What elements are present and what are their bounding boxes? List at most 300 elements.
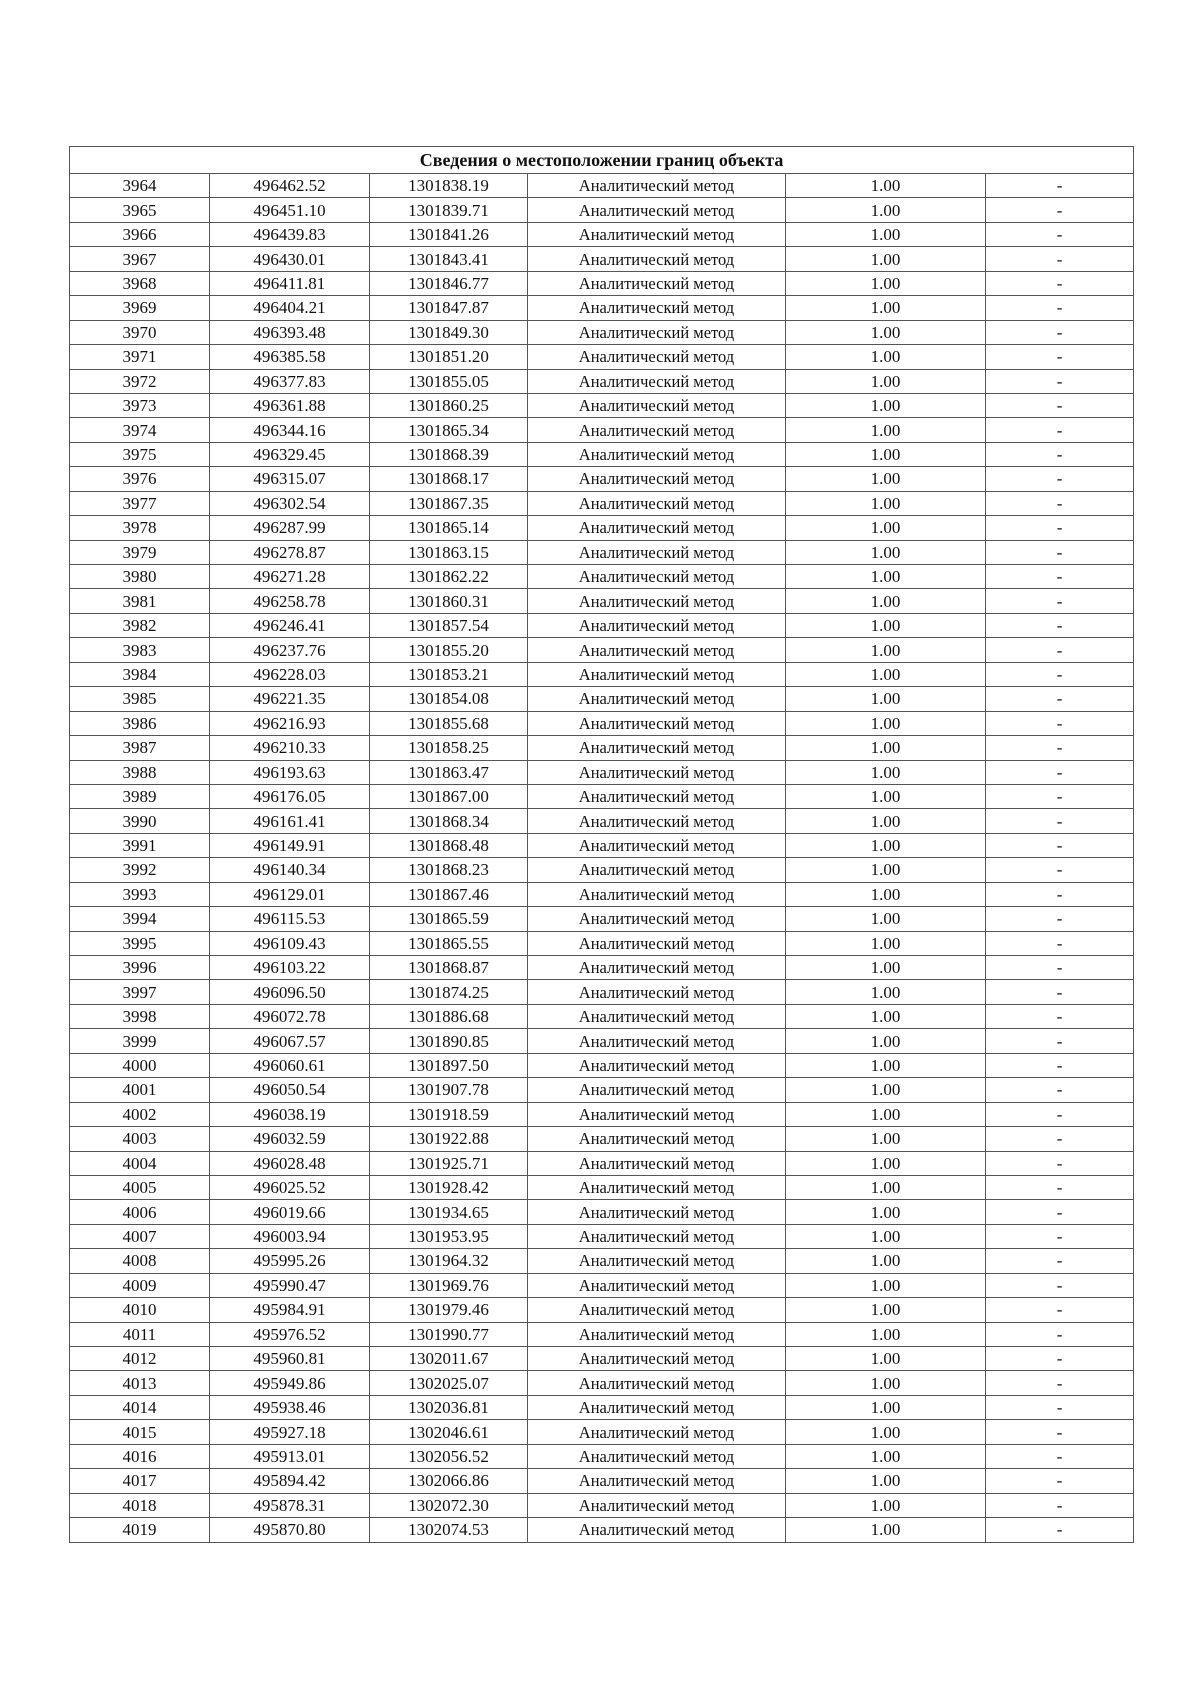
accuracy-cell: 1.00 — [786, 296, 986, 320]
method-cell: Аналитический метод — [528, 418, 786, 442]
x-coordinate-cell: 496237.76 — [210, 638, 370, 662]
y-coordinate-cell: 1301868.48 — [370, 833, 528, 857]
table-row — [70, 589, 1134, 613]
accuracy-cell: 1.00 — [786, 711, 986, 735]
x-coordinate-cell: 496028.48 — [210, 1151, 370, 1175]
x-coordinate-cell: 496176.05 — [210, 784, 370, 808]
point-number-cell: 4011 — [70, 1322, 210, 1346]
point-number-cell: 3971 — [70, 345, 210, 369]
y-coordinate-cell: 1301868.23 — [370, 858, 528, 882]
point-number-cell: 4001 — [70, 1078, 210, 1102]
method-cell: Аналитический метод — [528, 760, 786, 784]
y-coordinate-cell: 1301868.34 — [370, 809, 528, 833]
description-cell: - — [986, 809, 1134, 833]
y-coordinate-cell: 1301858.25 — [370, 736, 528, 760]
x-coordinate-cell: 495960.81 — [210, 1347, 370, 1371]
x-coordinate-cell: 496003.94 — [210, 1224, 370, 1248]
method-cell: Аналитический метод — [528, 442, 786, 466]
x-coordinate-cell: 496210.33 — [210, 736, 370, 760]
table-title-row — [70, 147, 1134, 174]
x-coordinate-cell: 496096.50 — [210, 980, 370, 1004]
y-coordinate-cell: 1301865.14 — [370, 516, 528, 540]
accuracy-cell: 1.00 — [786, 1224, 986, 1248]
x-coordinate-cell: 495976.52 — [210, 1322, 370, 1346]
point-number-cell: 3968 — [70, 271, 210, 295]
table-row — [70, 1322, 1134, 1346]
y-coordinate-cell: 1301865.55 — [370, 931, 528, 955]
accuracy-cell: 1.00 — [786, 247, 986, 271]
method-cell: Аналитический метод — [528, 271, 786, 295]
point-number-cell: 3967 — [70, 247, 210, 271]
description-cell: - — [986, 491, 1134, 515]
point-number-cell: 4005 — [70, 1175, 210, 1199]
description-cell: - — [986, 198, 1134, 222]
description-cell: - — [986, 1518, 1134, 1542]
point-number-cell: 3973 — [70, 393, 210, 417]
x-coordinate-cell: 496050.54 — [210, 1078, 370, 1102]
description-cell: - — [986, 931, 1134, 955]
accuracy-cell: 1.00 — [786, 613, 986, 637]
point-number-cell: 3995 — [70, 931, 210, 955]
x-coordinate-cell: 496377.83 — [210, 369, 370, 393]
point-number-cell: 4013 — [70, 1371, 210, 1395]
accuracy-cell: 1.00 — [786, 1347, 986, 1371]
method-cell: Аналитический метод — [528, 1224, 786, 1248]
description-cell: - — [986, 1004, 1134, 1028]
accuracy-cell: 1.00 — [786, 174, 986, 198]
table-row — [70, 784, 1134, 808]
description-cell: - — [986, 418, 1134, 442]
accuracy-cell: 1.00 — [786, 980, 986, 1004]
table-row — [70, 345, 1134, 369]
y-coordinate-cell: 1301953.95 — [370, 1224, 528, 1248]
point-number-cell: 4003 — [70, 1127, 210, 1151]
point-number-cell: 3992 — [70, 858, 210, 882]
method-cell: Аналитический метод — [528, 711, 786, 735]
description-cell: - — [986, 393, 1134, 417]
table-row — [70, 174, 1134, 198]
method-cell: Аналитический метод — [528, 1102, 786, 1126]
accuracy-cell: 1.00 — [786, 687, 986, 711]
description-cell: - — [986, 1493, 1134, 1517]
table-row — [70, 1493, 1134, 1517]
description-cell: - — [986, 516, 1134, 540]
point-number-cell: 3972 — [70, 369, 210, 393]
table-row — [70, 1371, 1134, 1395]
x-coordinate-cell: 496228.03 — [210, 662, 370, 686]
x-coordinate-cell: 496344.16 — [210, 418, 370, 442]
description-cell: - — [986, 345, 1134, 369]
method-cell: Аналитический метод — [528, 1493, 786, 1517]
x-coordinate-cell: 496361.88 — [210, 393, 370, 417]
description-cell: - — [986, 784, 1134, 808]
point-number-cell: 3988 — [70, 760, 210, 784]
accuracy-cell: 1.00 — [786, 1420, 986, 1444]
x-coordinate-cell: 496038.19 — [210, 1102, 370, 1126]
x-coordinate-cell: 496221.35 — [210, 687, 370, 711]
x-coordinate-cell: 496385.58 — [210, 345, 370, 369]
description-cell: - — [986, 1298, 1134, 1322]
table-row — [70, 296, 1134, 320]
x-coordinate-cell: 496258.78 — [210, 589, 370, 613]
accuracy-cell: 1.00 — [786, 1127, 986, 1151]
description-cell: - — [986, 956, 1134, 980]
accuracy-cell: 1.00 — [786, 1469, 986, 1493]
method-cell: Аналитический метод — [528, 980, 786, 1004]
description-cell: - — [986, 1200, 1134, 1224]
description-cell: - — [986, 540, 1134, 564]
x-coordinate-cell: 495870.80 — [210, 1518, 370, 1542]
accuracy-cell: 1.00 — [786, 222, 986, 246]
accuracy-cell: 1.00 — [786, 1004, 986, 1028]
table-row — [70, 1224, 1134, 1248]
accuracy-cell: 1.00 — [786, 1371, 986, 1395]
accuracy-cell: 1.00 — [786, 589, 986, 613]
y-coordinate-cell: 1301847.87 — [370, 296, 528, 320]
table-body — [70, 174, 1134, 1543]
x-coordinate-cell: 496216.93 — [210, 711, 370, 735]
description-cell: - — [986, 1444, 1134, 1468]
description-cell: - — [986, 687, 1134, 711]
y-coordinate-cell: 1301865.59 — [370, 907, 528, 931]
table-row — [70, 540, 1134, 564]
x-coordinate-cell: 495995.26 — [210, 1249, 370, 1273]
x-coordinate-cell: 495913.01 — [210, 1444, 370, 1468]
table-row — [70, 467, 1134, 491]
method-cell: Аналитический метод — [528, 736, 786, 760]
y-coordinate-cell: 1302056.52 — [370, 1444, 528, 1468]
point-number-cell: 3965 — [70, 198, 210, 222]
method-cell: Аналитический метод — [528, 882, 786, 906]
point-number-cell: 3970 — [70, 320, 210, 344]
description-cell: - — [986, 1469, 1134, 1493]
method-cell: Аналитический метод — [528, 1053, 786, 1077]
accuracy-cell: 1.00 — [786, 784, 986, 808]
method-cell: Аналитический метод — [528, 198, 786, 222]
y-coordinate-cell: 1301897.50 — [370, 1053, 528, 1077]
x-coordinate-cell: 496193.63 — [210, 760, 370, 784]
table-row — [70, 809, 1134, 833]
y-coordinate-cell: 1302072.30 — [370, 1493, 528, 1517]
accuracy-cell: 1.00 — [786, 1175, 986, 1199]
table-row — [70, 1102, 1134, 1126]
table-row — [70, 687, 1134, 711]
table-row — [70, 882, 1134, 906]
table-row — [70, 198, 1134, 222]
table-row — [70, 956, 1134, 980]
method-cell: Аналитический метод — [528, 1322, 786, 1346]
x-coordinate-cell: 495927.18 — [210, 1420, 370, 1444]
table-row — [70, 1273, 1134, 1297]
y-coordinate-cell: 1302036.81 — [370, 1395, 528, 1419]
accuracy-cell: 1.00 — [786, 931, 986, 955]
description-cell: - — [986, 907, 1134, 931]
table-row — [70, 736, 1134, 760]
table-row — [70, 320, 1134, 344]
point-number-cell: 3981 — [70, 589, 210, 613]
description-cell: - — [986, 1029, 1134, 1053]
point-number-cell: 4000 — [70, 1053, 210, 1077]
description-cell: - — [986, 858, 1134, 882]
method-cell: Аналитический метод — [528, 247, 786, 271]
point-number-cell: 4004 — [70, 1151, 210, 1175]
method-cell: Аналитический метод — [528, 1004, 786, 1028]
table-row — [70, 1078, 1134, 1102]
description-cell: - — [986, 565, 1134, 589]
point-number-cell: 3996 — [70, 956, 210, 980]
method-cell: Аналитический метод — [528, 222, 786, 246]
y-coordinate-cell: 1301863.47 — [370, 760, 528, 784]
description-cell: - — [986, 1224, 1134, 1248]
accuracy-cell: 1.00 — [786, 833, 986, 857]
y-coordinate-cell: 1301851.20 — [370, 345, 528, 369]
x-coordinate-cell: 496439.83 — [210, 222, 370, 246]
description-cell: - — [986, 1395, 1134, 1419]
point-number-cell: 3999 — [70, 1029, 210, 1053]
x-coordinate-cell: 495938.46 — [210, 1395, 370, 1419]
method-cell: Аналитический метод — [528, 662, 786, 686]
accuracy-cell: 1.00 — [786, 907, 986, 931]
method-cell: Аналитический метод — [528, 1469, 786, 1493]
accuracy-cell: 1.00 — [786, 442, 986, 466]
table-row — [70, 393, 1134, 417]
method-cell: Аналитический метод — [528, 589, 786, 613]
table-row — [70, 833, 1134, 857]
description-cell: - — [986, 1102, 1134, 1126]
description-cell: - — [986, 1078, 1134, 1102]
method-cell: Аналитический метод — [528, 345, 786, 369]
point-number-cell: 3978 — [70, 516, 210, 540]
point-number-cell: 3964 — [70, 174, 210, 198]
accuracy-cell: 1.00 — [786, 1249, 986, 1273]
y-coordinate-cell: 1302074.53 — [370, 1518, 528, 1542]
y-coordinate-cell: 1301855.20 — [370, 638, 528, 662]
x-coordinate-cell: 496271.28 — [210, 565, 370, 589]
method-cell: Аналитический метод — [528, 296, 786, 320]
x-coordinate-cell: 496287.99 — [210, 516, 370, 540]
accuracy-cell: 1.00 — [786, 418, 986, 442]
accuracy-cell: 1.00 — [786, 1298, 986, 1322]
method-cell: Аналитический метод — [528, 638, 786, 662]
method-cell: Аналитический метод — [528, 1175, 786, 1199]
description-cell: - — [986, 1175, 1134, 1199]
description-cell: - — [986, 1371, 1134, 1395]
boundary-table — [69, 146, 1134, 1543]
method-cell: Аналитический метод — [528, 1371, 786, 1395]
description-cell: - — [986, 589, 1134, 613]
table-row — [70, 613, 1134, 637]
x-coordinate-cell: 496149.91 — [210, 833, 370, 857]
description-cell: - — [986, 760, 1134, 784]
y-coordinate-cell: 1301868.17 — [370, 467, 528, 491]
y-coordinate-cell: 1301890.85 — [370, 1029, 528, 1053]
x-coordinate-cell: 495894.42 — [210, 1469, 370, 1493]
method-cell: Аналитический метод — [528, 1127, 786, 1151]
description-cell: - — [986, 1127, 1134, 1151]
point-number-cell: 4018 — [70, 1493, 210, 1517]
table-title: Сведения о местоположении границ объекта — [70, 147, 1134, 174]
method-cell: Аналитический метод — [528, 613, 786, 637]
description-cell: - — [986, 736, 1134, 760]
y-coordinate-cell: 1301867.00 — [370, 784, 528, 808]
table-row — [70, 1347, 1134, 1371]
table-row — [70, 271, 1134, 295]
y-coordinate-cell: 1301860.31 — [370, 589, 528, 613]
description-cell: - — [986, 1347, 1134, 1371]
accuracy-cell: 1.00 — [786, 345, 986, 369]
x-coordinate-cell: 495949.86 — [210, 1371, 370, 1395]
point-number-cell: 3976 — [70, 467, 210, 491]
method-cell: Аналитический метод — [528, 687, 786, 711]
point-number-cell: 3983 — [70, 638, 210, 662]
accuracy-cell: 1.00 — [786, 491, 986, 515]
table-row — [70, 1395, 1134, 1419]
point-number-cell: 4002 — [70, 1102, 210, 1126]
description-cell: - — [986, 1249, 1134, 1273]
point-number-cell: 4008 — [70, 1249, 210, 1273]
table-row — [70, 638, 1134, 662]
method-cell: Аналитический метод — [528, 1029, 786, 1053]
point-number-cell: 4019 — [70, 1518, 210, 1542]
method-cell: Аналитический метод — [528, 784, 786, 808]
x-coordinate-cell: 496393.48 — [210, 320, 370, 344]
method-cell: Аналитический метод — [528, 540, 786, 564]
x-coordinate-cell: 496246.41 — [210, 613, 370, 637]
table-row — [70, 1004, 1134, 1028]
point-number-cell: 4014 — [70, 1395, 210, 1419]
description-cell: - — [986, 1322, 1134, 1346]
method-cell: Аналитический метод — [528, 393, 786, 417]
y-coordinate-cell: 1301843.41 — [370, 247, 528, 271]
accuracy-cell: 1.00 — [786, 565, 986, 589]
table-row — [70, 247, 1134, 271]
x-coordinate-cell: 495984.91 — [210, 1298, 370, 1322]
method-cell: Аналитический метод — [528, 858, 786, 882]
x-coordinate-cell: 496302.54 — [210, 491, 370, 515]
method-cell: Аналитический метод — [528, 491, 786, 515]
point-number-cell: 3985 — [70, 687, 210, 711]
table-row — [70, 222, 1134, 246]
y-coordinate-cell: 1301907.78 — [370, 1078, 528, 1102]
table-row — [70, 1469, 1134, 1493]
point-number-cell: 3969 — [70, 296, 210, 320]
x-coordinate-cell: 496129.01 — [210, 882, 370, 906]
accuracy-cell: 1.00 — [786, 1029, 986, 1053]
point-number-cell: 4010 — [70, 1298, 210, 1322]
point-number-cell: 3994 — [70, 907, 210, 931]
description-cell: - — [986, 1420, 1134, 1444]
table-row — [70, 1053, 1134, 1077]
y-coordinate-cell: 1301839.71 — [370, 198, 528, 222]
description-cell: - — [986, 662, 1134, 686]
point-number-cell: 3989 — [70, 784, 210, 808]
table-row — [70, 516, 1134, 540]
y-coordinate-cell: 1301918.59 — [370, 1102, 528, 1126]
y-coordinate-cell: 1301867.35 — [370, 491, 528, 515]
y-coordinate-cell: 1301838.19 — [370, 174, 528, 198]
point-number-cell: 3980 — [70, 565, 210, 589]
y-coordinate-cell: 1302046.61 — [370, 1420, 528, 1444]
method-cell: Аналитический метод — [528, 467, 786, 491]
point-number-cell: 4015 — [70, 1420, 210, 1444]
accuracy-cell: 1.00 — [786, 369, 986, 393]
table-row — [70, 931, 1134, 955]
x-coordinate-cell: 496072.78 — [210, 1004, 370, 1028]
table-row — [70, 369, 1134, 393]
point-number-cell: 4009 — [70, 1273, 210, 1297]
point-number-cell: 3986 — [70, 711, 210, 735]
accuracy-cell: 1.00 — [786, 1200, 986, 1224]
x-coordinate-cell: 496109.43 — [210, 931, 370, 955]
description-cell: - — [986, 638, 1134, 662]
description-cell: - — [986, 467, 1134, 491]
table-row — [70, 1444, 1134, 1468]
method-cell: Аналитический метод — [528, 931, 786, 955]
point-number-cell: 3998 — [70, 1004, 210, 1028]
y-coordinate-cell: 1301846.77 — [370, 271, 528, 295]
y-coordinate-cell: 1301860.25 — [370, 393, 528, 417]
accuracy-cell: 1.00 — [786, 1322, 986, 1346]
y-coordinate-cell: 1301886.68 — [370, 1004, 528, 1028]
table-row — [70, 858, 1134, 882]
x-coordinate-cell: 496329.45 — [210, 442, 370, 466]
y-coordinate-cell: 1301969.76 — [370, 1273, 528, 1297]
x-coordinate-cell: 496161.41 — [210, 809, 370, 833]
table-row — [70, 980, 1134, 1004]
point-number-cell: 4017 — [70, 1469, 210, 1493]
point-number-cell: 3979 — [70, 540, 210, 564]
description-cell: - — [986, 980, 1134, 1004]
y-coordinate-cell: 1301855.68 — [370, 711, 528, 735]
accuracy-cell: 1.00 — [786, 198, 986, 222]
description-cell: - — [986, 711, 1134, 735]
description-cell: - — [986, 613, 1134, 637]
table-row — [70, 1420, 1134, 1444]
table-row — [70, 760, 1134, 784]
method-cell: Аналитический метод — [528, 320, 786, 344]
y-coordinate-cell: 1301862.22 — [370, 565, 528, 589]
accuracy-cell: 1.00 — [786, 1151, 986, 1175]
table-row — [70, 1249, 1134, 1273]
accuracy-cell: 1.00 — [786, 1078, 986, 1102]
x-coordinate-cell: 496067.57 — [210, 1029, 370, 1053]
method-cell: Аналитический метод — [528, 1420, 786, 1444]
y-coordinate-cell: 1301868.87 — [370, 956, 528, 980]
point-number-cell: 4007 — [70, 1224, 210, 1248]
x-coordinate-cell: 496103.22 — [210, 956, 370, 980]
method-cell: Аналитический метод — [528, 1518, 786, 1542]
y-coordinate-cell: 1301990.77 — [370, 1322, 528, 1346]
description-cell: - — [986, 222, 1134, 246]
description-cell: - — [986, 833, 1134, 857]
point-number-cell: 3975 — [70, 442, 210, 466]
table-row — [70, 491, 1134, 515]
accuracy-cell: 1.00 — [786, 516, 986, 540]
description-cell: - — [986, 882, 1134, 906]
point-number-cell: 3974 — [70, 418, 210, 442]
y-coordinate-cell: 1302025.07 — [370, 1371, 528, 1395]
description-cell: - — [986, 1273, 1134, 1297]
description-cell: - — [986, 1053, 1134, 1077]
description-cell: - — [986, 271, 1134, 295]
method-cell: Аналитический метод — [528, 1249, 786, 1273]
accuracy-cell: 1.00 — [786, 1273, 986, 1297]
method-cell: Аналитический метод — [528, 1347, 786, 1371]
table-row — [70, 1151, 1134, 1175]
description-cell: - — [986, 296, 1134, 320]
y-coordinate-cell: 1301854.08 — [370, 687, 528, 711]
method-cell: Аналитический метод — [528, 369, 786, 393]
